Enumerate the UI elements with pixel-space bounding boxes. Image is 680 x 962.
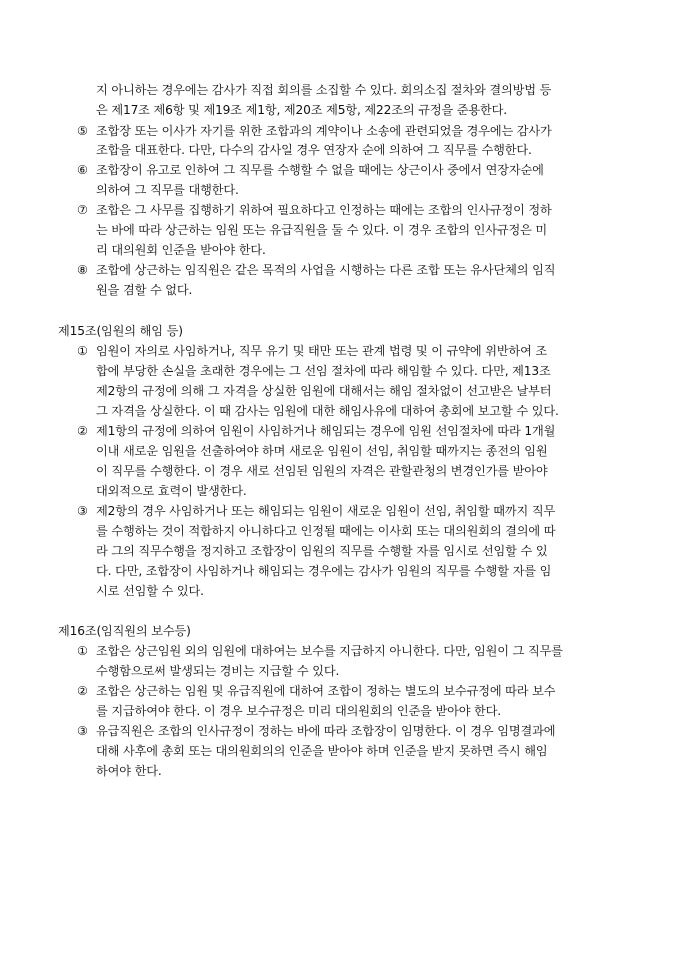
intro-line: 은 제17조 제6항 및 제19조 제1항, 제20조 제5항, 제22조의 규정을 준용한다. [96, 103, 508, 117]
item-number: ⑦ [77, 203, 88, 217]
item-line: 리 대의원회 인준을 받아야 한다. [96, 243, 266, 257]
item-line: 이내 새로운 임원을 선출하여야 하며 새로운 임원이 선임, 취임할 때까지는 종전의 임원 [96, 444, 548, 458]
item-line: 그 자격을 상실한다. 이 때 감사는 임원에 대한 해임사유에 대하여 총회에 보고할 수 있다. [96, 404, 559, 418]
item-line: 시로 선임할 수 있다. [96, 584, 204, 598]
item-line: 수행함으로써 발생되는 경비는 지급할 수 있다. [96, 664, 340, 678]
item-line: 제2항의 규정에 의해 그 자격을 상실한 임원에 대해서는 해임 절차없이 선고받은 날부터 [96, 384, 552, 398]
item-number: ③ [77, 724, 88, 738]
item-number: ⑧ [77, 263, 88, 277]
item-line: 는 바에 따라 상근하는 임원 또는 유급직원을 둘 수 있다. 이 경우 조합의 인사규정은 미 [96, 223, 548, 237]
item-line: 제1항의 규정에 의하여 임원이 사임하거나 해임되는 경우에 임원 선임절차에 따라 1개월 [96, 424, 556, 438]
item-line: 조합은 그 사무를 집행하기 위하여 필요하다고 인정하는 때에는 조합의 인사규정이 정하 [96, 203, 552, 217]
item-number: ① [77, 344, 88, 358]
item-number: ⑥ [77, 163, 88, 177]
item-line: 원을 겸할 수 없다. [96, 283, 193, 297]
item-line: 다. 다만, 조합장이 사임하거나 해임되는 경우에는 감사가 임원의 직무를 수행할 자를 임 [96, 564, 552, 578]
item-line: 조합은 상근하는 임원 및 유급직원에 대하여 조합이 정하는 별도의 보수규정에 따라 보수 [96, 684, 556, 698]
item-line: 를 수행하는 것이 적합하지 아니하다고 인정될 때에는 이사회 또는 대의원회의 결의에 따 [96, 524, 556, 538]
item-line: 이 직무를 수행한다. 이 경우 새로 선임된 임원의 자격은 관할관청의 변경인가를 받아야 [96, 464, 548, 478]
item-line: 조합에 상근하는 임직원은 같은 목적의 사업을 시행하는 다른 조합 또는 유사단체의 임직 [96, 263, 556, 277]
item-line: 유급직원은 조합의 인사규정이 정하는 바에 따라 조합장이 임명한다. 이 경우 임명결과에 [96, 724, 556, 738]
item-line: 라 그의 직무수행을 정지하고 조합장이 임원의 직무를 수행할 자를 임시로 선임할 수 있 [96, 544, 548, 558]
intro-line: 지 아니하는 경우에는 감사가 직접 회의를 소집할 수 있다. 회의소집 절차와 결의방법 등 [96, 83, 552, 97]
item-line: 합에 부당한 손실을 초래한 경우에는 그 선임 절차에 따라 해임할 수 있다. 다만, 제13조 [96, 364, 551, 378]
item-line: 조합장 또는 이사가 자기를 위한 조합과의 계약이나 소송에 관련되었을 경우에는 감사가 [96, 124, 552, 138]
item-line: 하여야 한다. [96, 764, 162, 778]
item-line: 를 지급하여야 한다. 이 경우 보수규정은 미리 대의원회의 인준을 받아야 한다. [96, 704, 502, 718]
item-number: ③ [77, 504, 88, 518]
item-line: 대외적으로 효력이 발생한다. [96, 484, 247, 498]
item-line: 임원이 자의로 사임하거나, 직무 유기 및 태만 또는 관계 법령 및 이 규약에 위반하여 조 [96, 344, 548, 358]
item-number: ① [77, 644, 88, 658]
item-line: 조합은 상근임원 외의 임원에 대하여는 보수를 지급하지 아니한다. 다만, 임원이 그 직무를 [96, 644, 563, 658]
item-number: ② [77, 684, 88, 698]
article-title: 제15조(임원의 해임 등) [58, 324, 183, 338]
item-line: 대해 사후에 총회 또는 대의원회의의 인준을 받아야 하며 인준을 받지 못하면 즉시 해임 [96, 744, 548, 758]
item-number: ⑤ [77, 124, 88, 138]
item-line: 의하여 그 직무를 대행한다. [96, 183, 239, 197]
article-title: 제16조(임직원의 보수등) [58, 624, 191, 638]
item-line: 조합장이 유고로 인하여 그 직무를 수행할 수 없을 때에는 상근이사 중에서 연장자순에 [96, 163, 544, 177]
item-line: 조합을 대표한다. 다만, 다수의 감사일 경우 연장자 순에 의하여 그 직무를 수행한다. [96, 143, 532, 157]
item-number: ② [77, 424, 88, 438]
item-line: 제2항의 경우 사임하거나 또는 해임되는 임원이 새로운 임원이 선임, 취임할 때까지 직무 [96, 504, 556, 518]
